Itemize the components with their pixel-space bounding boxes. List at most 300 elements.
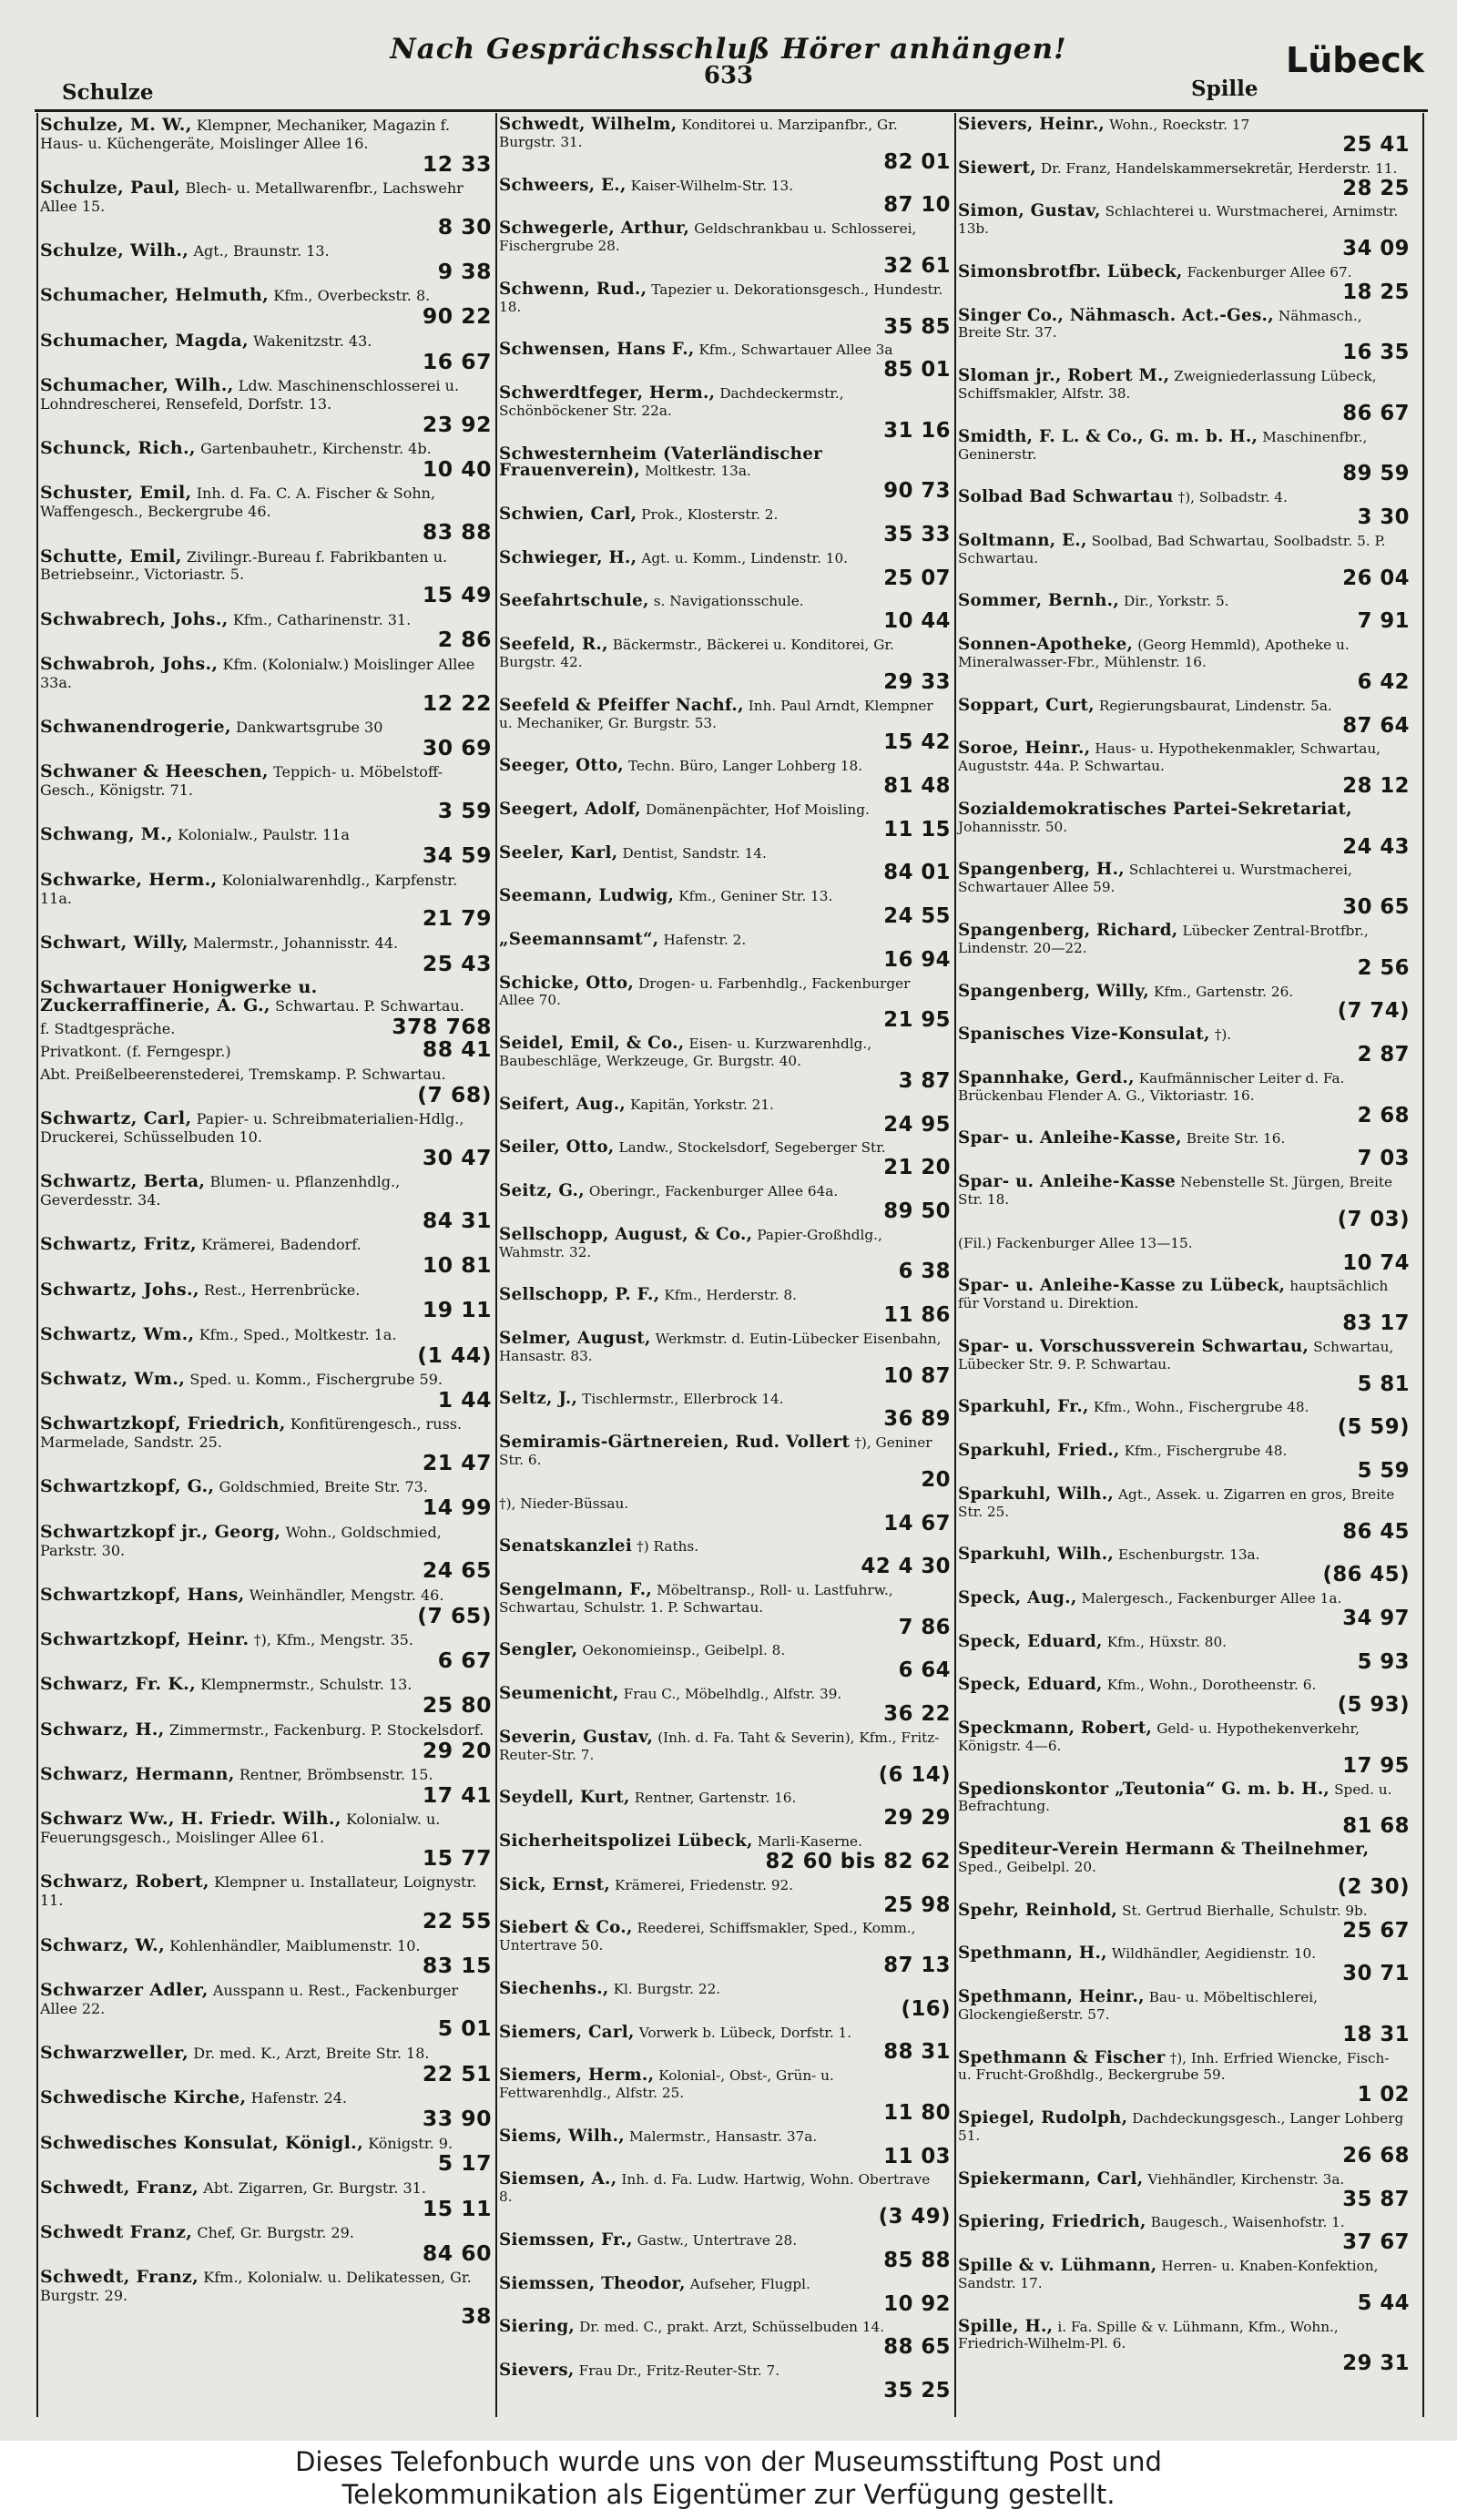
entry-name: Spediteur-Verein Hermann & Theilnehmer, — [958, 1840, 1370, 1860]
entry-name: Speck, Eduard, — [958, 1631, 1103, 1651]
entry-details: Nebenstelle St. Jürgen, Breite Str. 18. — [958, 1174, 1393, 1208]
phone-number: 11 15 — [883, 817, 951, 842]
entry-name: Seegert, Adolf, — [499, 799, 641, 819]
entry-details: Goldschmied, Breite Str. 73. — [219, 1478, 428, 1496]
entry-name: Spar- u. Vorschussverein Schwartau, — [958, 1336, 1309, 1356]
header-last-entry: Spille — [1191, 77, 1258, 101]
directory-entry — [958, 2214, 1410, 2254]
entry-name: Seidel, Emil, & Co., — [499, 1034, 685, 1054]
phone-number: 36 22 — [883, 1702, 951, 1727]
entry-text — [40, 653, 492, 692]
directory-entry — [958, 801, 1410, 859]
directory-entry — [499, 1920, 951, 1977]
entry-details: Sped. u. Komm., Fischergrube 59. — [189, 1371, 443, 1389]
phone-number: 87 64 — [1342, 713, 1410, 738]
entry-details: Herren- u. Knaben-Konfektion, Sandstr. 17. — [958, 2257, 1379, 2291]
entry-text — [958, 1720, 1410, 1755]
phone-number: 29 20 — [422, 1737, 492, 1763]
entry-name: Spille, H., — [958, 2316, 1054, 2336]
directory-entry — [958, 426, 1410, 486]
phone-number: 16 35 — [1342, 341, 1410, 365]
phone-number: 14 67 — [883, 1511, 951, 1535]
entry-text — [499, 2128, 951, 2146]
entry-text — [958, 1486, 1410, 1521]
entry-details: Hafenstr. 24. — [250, 2089, 347, 2107]
entry-text — [499, 1287, 951, 1304]
entry-text — [499, 1434, 951, 1469]
directory-entry — [499, 1874, 951, 1917]
entry-name: Schwedische Kirche, — [40, 2087, 247, 2108]
entry-text — [958, 305, 1410, 342]
entry-name: Schwarz, Robert, — [40, 1872, 209, 1893]
entry-name: Sonnen-Apotheke, — [958, 635, 1134, 655]
entry-text — [499, 547, 951, 567]
directory-entry — [40, 1721, 492, 1762]
entry-text — [40, 1979, 492, 2018]
entry-details: Malermstr., Johannisstr. 44. — [193, 934, 399, 952]
phone-number: 81 48 — [883, 774, 951, 799]
phone-number: 86 67 — [1342, 401, 1410, 425]
directory-entry — [40, 242, 492, 283]
entry-details: Kfm., Catharinenstr. 31. — [232, 610, 412, 628]
phone-number: 10 87 — [883, 1363, 951, 1388]
directory-entry — [499, 593, 951, 633]
directory-entry — [958, 1399, 1410, 1439]
entry-name: Sick, Ernst, — [499, 1874, 611, 1894]
entry-name: Siems, Wilh., — [499, 2126, 625, 2146]
phone-number: (3 49) — [878, 2205, 951, 2229]
entry-name: Schwedt, Franz, — [40, 2267, 199, 2288]
entry-details: †), Geniner Str. 6. — [499, 1434, 932, 1468]
entry-details: Kfm., Wohn., Fischergrube 48. — [1093, 1399, 1309, 1416]
entry-text — [40, 934, 492, 953]
directory-entry — [40, 653, 492, 716]
entry-name: Schwartzkopf jr., Georg, — [40, 1521, 281, 1542]
entry-text — [499, 2319, 951, 2336]
entry-text — [499, 1224, 951, 1261]
entry-name: Schwaner & Heeschen, — [40, 761, 269, 782]
phone-number: 2 56 — [1357, 955, 1410, 980]
phone-number: (86 45) — [1322, 1563, 1410, 1587]
entry-details: Baugesch., Waisenhofstr. 1. — [1150, 2214, 1345, 2231]
entry-details: Kfm., Gartenstr. 26. — [1154, 983, 1294, 1000]
directory-entry — [499, 446, 951, 504]
footer-line-1: Dieses Telefonbuch wurde uns von der Museumsstiftung Post und — [295, 2446, 1162, 2477]
entry-name: Spangenberg, Richard, — [958, 921, 1178, 940]
entry-text — [499, 1729, 951, 1764]
phone-number: 10 74 — [1342, 1250, 1410, 1275]
entry-text — [40, 440, 492, 458]
entry-name: „Seemannsamt“, — [499, 929, 659, 949]
phone-number: 25 80 — [422, 1692, 492, 1719]
phone-number: 25 41 — [1342, 132, 1410, 157]
phone-number: 3 30 — [1357, 505, 1410, 530]
directory-entry — [40, 287, 492, 328]
entry-text — [958, 117, 1410, 134]
phone-number: 8 30 — [437, 213, 492, 240]
entry-details: Geld- u. Hypothekenverkehr, Königstr. 4—6. — [958, 1719, 1360, 1754]
directory-entry — [40, 1586, 492, 1627]
phone-number: (5 93) — [1337, 1693, 1410, 1718]
phone-number: 36 89 — [883, 1407, 951, 1432]
entry-details: Krämerei, Friedenstr. 92. — [615, 1876, 794, 1893]
donation-footer — [0, 2441, 1457, 2520]
phone-number: 34 97 — [1342, 1606, 1410, 1630]
header-rule — [35, 109, 1428, 112]
directory-entry — [40, 2132, 492, 2177]
phone-number: 1 02 — [1357, 2083, 1410, 2107]
entry-text — [499, 175, 951, 195]
entry-name: Singer Co., Nähmasch. Act.-Ges., — [958, 305, 1274, 325]
entry-name: Seefeld & Pfeiffer Nachf., — [499, 695, 744, 715]
phone-number: 82 01 — [883, 149, 951, 174]
directory-entry — [499, 220, 951, 278]
entry-details: Bäckermstr., Bäckerei u. Konditorei, Gr. Burgstr. 42. — [499, 637, 894, 670]
directory-entry — [499, 1036, 951, 1093]
entry-details: Haus- u. Hypothekenmakler, Schwartau, Auguststr. 44a. P. Schwartau. — [958, 740, 1381, 775]
phone-number: 22 55 — [422, 1908, 492, 1934]
phone-number: 81 68 — [1342, 1814, 1410, 1839]
entry-details: Dentist, Sandstr. 14. — [622, 844, 767, 862]
phone-number: 29 29 — [883, 1806, 951, 1831]
directory-entry — [958, 1026, 1410, 1066]
entry-details: Kolonialwarenhdlg., Karpfenstr. 11a. — [40, 871, 458, 907]
entry-details: Dachdeckermstr., Schönböckener Str. 22a. — [499, 385, 844, 419]
entry-details: Kohlenhändler, Maiblumenstr. 10. — [169, 1936, 421, 1954]
entry-name: Schwarz Ww., H. Friedr. Wilh., — [40, 1809, 341, 1830]
entry-text — [499, 2362, 951, 2380]
directory-entry — [958, 1720, 1410, 1778]
phone-number: 30 47 — [422, 1144, 492, 1170]
directory-entry — [499, 2362, 951, 2403]
directory-entry — [958, 695, 1410, 738]
entry-name: Schumacher, Magda, — [40, 330, 249, 351]
entry-text — [499, 1538, 951, 1556]
directory-entry — [499, 1833, 951, 1873]
phone-number: 19 11 — [422, 1297, 492, 1323]
directory-entry — [40, 826, 492, 867]
phone-number: 88 41 — [422, 1036, 492, 1063]
column-rule-2 — [954, 113, 956, 2417]
directory-entry — [499, 1538, 951, 1578]
entry-name: Schumacher, Helmuth, — [40, 285, 270, 306]
entry-details: Marli-Kaserne. — [757, 1833, 862, 1850]
entry-text — [40, 979, 492, 1015]
entry-text — [499, 975, 951, 1010]
directory-entry — [958, 1986, 1410, 2046]
entry-details: Kaufmännischer Leiter d. Fa. Brückenbau Flender A. G., Viktoriastr. 16. — [958, 1069, 1345, 1104]
entry-details: Gastw., Untertrave 28. — [637, 2231, 798, 2249]
entry-details: Blech- u. Metallwarenfbr., Lachswehr Allee 15. — [40, 179, 464, 215]
entry-details: Reederei, Schiffsmakler, Sped., Komm., Untertrave 50. — [499, 1920, 916, 1954]
entry-name: Speck, Eduard, — [958, 1675, 1103, 1695]
entry-name: Schwartz, Berta, — [40, 1171, 206, 1192]
entry-name: Siemers, Carl, — [499, 2022, 635, 2042]
column-rule-1 — [495, 113, 497, 2417]
directory-column-2 — [499, 117, 951, 2406]
entry-details: Kfm., Schwartauer Allee 3a — [698, 342, 893, 359]
directory-entry — [499, 1328, 951, 1388]
entry-line — [40, 1015, 492, 1039]
entry-text — [40, 1811, 492, 1847]
directory-entry — [40, 1873, 492, 1933]
entry-name: Schwatz, Wm., — [40, 1369, 186, 1390]
directory-entry — [40, 1979, 492, 2042]
entry-text — [958, 261, 1410, 281]
phone-number: 10 40 — [422, 455, 492, 482]
entry-name: Seefahrtschule, — [499, 591, 649, 611]
entry-text — [499, 1328, 951, 1365]
entry-details: Gartenbauhetr., Kirchenstr. 4b. — [200, 440, 432, 458]
entry-name: Spiering, Friedrich, — [958, 2212, 1146, 2232]
entry-details: Rest., Herrenbrücke. — [204, 1280, 361, 1299]
entry-text — [40, 869, 492, 908]
entry-details: Wakenitzstr. 43. — [253, 332, 372, 350]
entry-text — [40, 485, 492, 521]
phone-number: 16 67 — [422, 348, 492, 374]
entry-details: Viehhändler, Kirchenstr. 3a. — [1147, 2170, 1345, 2188]
directory-entry — [40, 1236, 492, 1277]
phone-number: 30 69 — [422, 734, 492, 760]
directory-entry — [958, 1781, 1410, 1839]
entry-text — [958, 1587, 1410, 1607]
directory-entry — [40, 1934, 492, 1979]
entry-details: Sped. u. Befrachtung. — [958, 1780, 1392, 1815]
entry-text — [499, 1391, 951, 1408]
entry-details: Frau Dr., Fritz-Reuter-Str. 7. — [578, 2362, 780, 2379]
entry-name: Seifert, Aug., — [499, 1094, 627, 1114]
directory-entry — [40, 548, 492, 607]
entry-details: (Georg Hemmld), Apotheke u. Mineralwasser-Fbr., Mühlenstr. 16. — [958, 637, 1350, 670]
entry-name: Sparkuhl, Wilh., — [958, 1484, 1115, 1504]
directory-entry — [499, 2171, 951, 2229]
entry-name: Schwartz, Fritz, — [40, 1234, 197, 1255]
phone-number: 23 92 — [422, 411, 492, 437]
entry-text — [40, 242, 492, 260]
entry-name: Schwartzkopf, Friedrich, — [40, 1413, 286, 1434]
entry-name: Schwarz, W., — [40, 1934, 166, 1955]
directory-entry — [499, 1579, 951, 1639]
phone-number: 34 09 — [1342, 237, 1410, 261]
phone-number: 89 59 — [1342, 462, 1410, 486]
entry-details: Johannisstr. 50. — [958, 818, 1068, 835]
directory-entry — [499, 637, 951, 694]
entry-details: Fackenburger Allee 67. — [1187, 263, 1352, 281]
entry-name: Siebert & Co., — [499, 1918, 633, 1938]
directory-entry — [499, 1434, 951, 1492]
entry-details: Klempnermstr., Schulstr. 13. — [200, 1676, 413, 1694]
entry-name: Siechenhs., — [499, 1978, 609, 1998]
directory-entry — [499, 1094, 951, 1137]
entry-details: Kolonialw. u. Feuerungsgesch., Moislinger Allee 61. — [40, 1811, 441, 1847]
directory-entry — [499, 842, 951, 885]
entry-text — [499, 593, 951, 610]
directory-entry — [958, 117, 1410, 157]
directory-entry — [40, 1281, 492, 1322]
directory-entry — [40, 485, 492, 544]
phone-number: 21 79 — [422, 905, 492, 932]
entry-details: †), Inh. Erfried Wiencke, Fisch- u. Frucht-Großhdlg., Beckergrube 59. — [958, 2049, 1390, 2084]
entry-name: Sellschopp, P. F., — [499, 1285, 660, 1305]
phone-number: 25 07 — [883, 566, 951, 590]
entry-text — [40, 1873, 492, 1910]
entry-text — [40, 377, 492, 413]
directory-entry — [499, 1287, 951, 1327]
entry-text — [499, 1686, 951, 1703]
entry-name: Soppart, Curt, — [958, 695, 1095, 715]
directory-entry — [499, 801, 951, 842]
entry-details: Dachdeckungsgesch., Langer Lohberg 51. — [958, 2110, 1404, 2144]
entry-details: Landw., Stockelsdorf, Segeberger Str. — [618, 1139, 886, 1157]
entry-name: Spedionskontor „Teutonia“ G. m. b. H., — [958, 1779, 1330, 1799]
directory-entry — [40, 117, 492, 176]
entry-name: Spethmann, H., — [958, 1944, 1107, 1964]
phone-number: 24 65 — [422, 1557, 492, 1584]
entry-details: Prok., Klosterstr. 2. — [641, 506, 779, 524]
entry-text — [958, 1130, 1410, 1148]
entry-text — [499, 1579, 951, 1617]
entry-details: Zivilingr.-Bureau f. Fabrikbanten u. Betriebseinr., Victoriastr. 5. — [40, 547, 448, 584]
column-rule-right — [1422, 113, 1424, 2417]
entry-text — [958, 1546, 1410, 1564]
phone-number: 84 01 — [883, 861, 951, 885]
entry-details: Chef, Gr. Burgstr. 29. — [197, 2224, 354, 2242]
entry-name: Siering, — [499, 2317, 576, 2337]
entry-name: Seitz, G., — [499, 1180, 585, 1200]
entry-text — [40, 1110, 492, 1147]
entry-name: Schwarz, H., — [40, 1719, 165, 1740]
directory-entry — [40, 1110, 492, 1169]
directory-entry — [40, 934, 492, 975]
entry-text — [958, 2255, 1410, 2292]
directory-entry — [40, 2269, 492, 2328]
entry-text — [40, 2042, 492, 2063]
entry-details: Teppich- u. Möbelstoff-Gesch., Königstr. 71. — [40, 763, 443, 800]
entry-text — [958, 2214, 1410, 2231]
entry-text — [958, 1399, 1410, 1416]
phone-number: 85 01 — [883, 358, 951, 383]
phone-number: 11 80 — [883, 2101, 951, 2125]
directory-entry — [40, 1371, 492, 1412]
directory-entry — [499, 117, 951, 174]
entry-text — [499, 2229, 951, 2250]
entry-name: Sparkuhl, Fried., — [958, 1441, 1120, 1461]
directory-entry — [499, 342, 951, 382]
entry-details: Dr. med. K., Arzt, Breite Str. 18. — [193, 2044, 430, 2062]
entry-details: Klempner u. Installateur, Loignystr. 11. — [40, 1873, 477, 1910]
entry-name: Schwegerle, Arthur, — [499, 219, 690, 239]
phone-number: 12 33 — [422, 150, 492, 177]
entry-name: Spiegel, Rudolph, — [958, 2108, 1128, 2128]
entry-text — [499, 446, 951, 481]
entry-name: Schwarzer Adler, — [40, 1979, 209, 2000]
entry-name: Spannhake, Gerd., — [958, 1067, 1135, 1087]
column-rule-left — [36, 113, 38, 2417]
entry-details: Schlachterei u. Wurstmacherei, Schwartauer Allee 59. — [958, 862, 1352, 896]
entry-name: Siemssen, Fr., — [499, 2229, 633, 2250]
entry-name: Schwarke, Herm., — [40, 869, 218, 890]
directory-entry — [499, 175, 951, 218]
phone-number: 85 88 — [883, 2248, 951, 2272]
entry-text — [958, 1677, 1410, 1694]
entry-name: Seiler, Otto, — [499, 1138, 615, 1158]
entry-text — [958, 1842, 1410, 1876]
entry-details: Konfitürengesch., russ. Marmelade, Sandstr. 25. — [40, 1415, 463, 1452]
entry-name: Schutte, Emil, — [40, 546, 182, 566]
entry-details: Malergesch., Fackenburger Allee 1a. — [1081, 1589, 1342, 1607]
directory-entry — [499, 1729, 951, 1787]
entry-details: St. Gertrud Bierhalle, Schulstr. 9b. — [1122, 1902, 1368, 1919]
directory-entry — [958, 203, 1410, 260]
phone-number: 18 31 — [1342, 2022, 1410, 2046]
phone-number: 28 12 — [1342, 774, 1410, 799]
directory-entry — [958, 1546, 1410, 1586]
entry-name: Spangenberg, Willy, — [958, 981, 1150, 1001]
phone-number: 2 87 — [1357, 1043, 1410, 1067]
entry-text — [499, 1495, 951, 1513]
entry-name: Schwartzkopf, G., — [40, 1476, 215, 1497]
entry-text — [499, 1833, 951, 1851]
phone-number: 6 64 — [898, 1658, 951, 1683]
phone-number: 18 25 — [1342, 280, 1410, 304]
phone-number: 5 59 — [1357, 1459, 1410, 1483]
entry-name: Schwart, Willy, — [40, 932, 188, 953]
entry-text — [958, 426, 1410, 464]
phone-number: 84 31 — [422, 1207, 492, 1233]
entry-details: Dr. Franz, Handelskammersekretär, Herderstr. 11. — [1040, 159, 1398, 177]
entry-details: †), Solbadstr. 4. — [1177, 489, 1288, 506]
entry-text — [958, 1336, 1410, 1373]
entry-name: Schwarz, Hermann, — [40, 1764, 235, 1785]
entry-details: Eisen- u. Kurzwarenhdlg., Baubeschläge, Werkzeuge, Gr. Burgstr. 40. — [499, 1036, 872, 1069]
entry-text — [958, 981, 1410, 1001]
entry-name: Spethmann, Heinr., — [958, 1986, 1145, 2006]
entry-name: Spille & v. Lühmann, — [958, 2255, 1157, 2275]
phone-number: 17 41 — [422, 1781, 492, 1808]
entry-text — [958, 530, 1410, 567]
entry-details: Bau- u. Möbeltischlerei, Glockengießerstr. 57. — [958, 1988, 1318, 2023]
phone-number: 26 68 — [1342, 2143, 1410, 2168]
entry-text — [499, 2022, 951, 2042]
entry-text — [499, 888, 951, 905]
entry-name: Sparkuhl, Fr., — [958, 1397, 1089, 1417]
directory-entry — [958, 1587, 1410, 1630]
entry-text — [958, 637, 1410, 671]
phone-number: (1 44) — [417, 1342, 492, 1368]
entry-details: Kolonialw., Paulstr. 11a — [178, 826, 350, 844]
entry-details: i. Fa. Spille & v. Lühmann, Kfm., Wohn., Friedrich-Wilhelm-Pl. 6. — [958, 2318, 1339, 2352]
phone-number: 83 17 — [1342, 1311, 1410, 1336]
directory-entry — [958, 530, 1410, 590]
entry-name: Schwieger, H., — [499, 547, 637, 567]
entry-details: (Fil.) Fackenburger Allee 13—15. — [958, 1234, 1193, 1251]
entry-name: Schwensen, Hans F., — [499, 340, 695, 360]
entry-text — [958, 1235, 1410, 1252]
entry-name: Seltz, J., — [499, 1389, 578, 1409]
entry-text — [40, 548, 492, 585]
entry-text — [958, 740, 1410, 775]
entry-text — [958, 2110, 1410, 2145]
entry-text — [499, 758, 951, 775]
line-label: Privatkont. (f. Ferngespr.) — [40, 1043, 231, 1061]
entry-details: Inh. d. Fa. C. A. Fischer & Sohn, Waffengesch., Beckergrube 46. — [40, 485, 436, 521]
entry-details: Wohn., Goldschmied, Parkstr. 30. — [40, 1523, 442, 1559]
entry-text — [958, 1067, 1410, 1105]
directory-entry — [958, 593, 1410, 633]
entry-text — [40, 763, 492, 800]
directory-entry — [958, 1336, 1410, 1396]
entry-details: Kaiser-Wilhelm-Str. 13. — [630, 177, 794, 194]
